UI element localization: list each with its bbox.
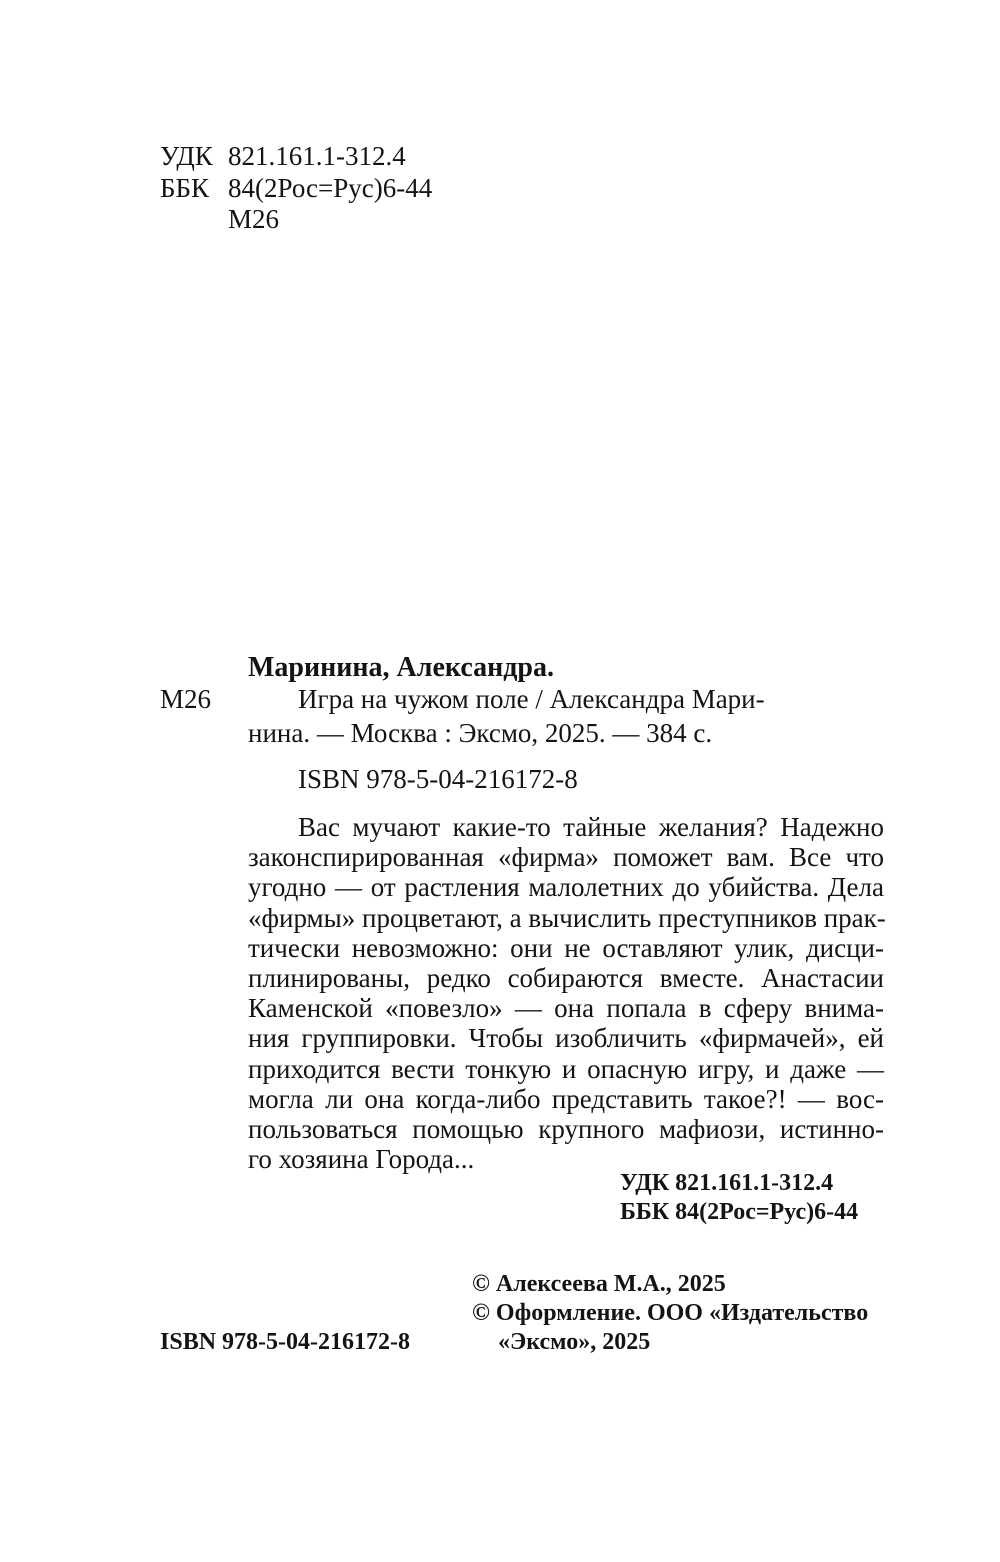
copyright-design: © Оформление. ООО «Издательство (472, 1300, 869, 1326)
annotation-line: пользоваться помощью крупного мафиози, истинно- (248, 1113, 884, 1144)
card-isbn: ISBN 978-5-04-216172-8 (298, 764, 578, 794)
annotation-line: Каменской «повезло» — она попала в сферу внима- (248, 993, 884, 1024)
author-mark-top: М26 (228, 204, 280, 234)
annotation-line: приходится вести тонкую и опасную игру, и даже — (248, 1053, 884, 1084)
bbk-label: ББК (160, 173, 210, 203)
bbk-code: 84(2Рос=Рус)6-44 (228, 173, 433, 203)
card-bbk: ББК 84(2Рос=Рус)6-44 (620, 1199, 859, 1225)
annotation-line: плинированы, редко собираются вместе. Анастасии (248, 962, 884, 993)
bibliographic-description-line-1: Игра на чужом поле / Александра Мари- (298, 684, 765, 714)
bibliographic-description-line-2: нина. — Москва : Эксмо, 2025. — 384 с. (248, 718, 713, 748)
annotation-line: го хозяина Города... (248, 1144, 475, 1175)
udk-code: 821.161.1-312.4 (228, 141, 406, 171)
author-heading: Маринина, Александра. (248, 652, 554, 683)
annotation-line: «фирмы» процветают, а вычислить преступников прак- (248, 902, 886, 933)
author-mark-card: М26 (160, 684, 212, 714)
annotation-line: могла ли она когда-либо представить такое?! — вос- (248, 1083, 884, 1114)
annotation-line: законспирированная «фирма» поможет вам. Все что (248, 842, 884, 873)
footer-isbn: ISBN 978-5-04-216172-8 (160, 1329, 410, 1355)
annotation-line: Вас мучают какие-то тайные желания? Надежно (298, 812, 884, 842)
annotation (248, 812, 884, 1174)
annotation-line: ния группировки. Чтобы изобличить «фирмачей», ей (248, 1023, 884, 1054)
annotation-line: тически невозможно: они не оставляют улик, дисци- (248, 932, 884, 963)
udk-label: УДК (160, 141, 213, 171)
copyright-design-cont: «Эксмо», 2025 (498, 1329, 651, 1355)
annotation-line: угодно — от растления малолетних до убийства. Дела (248, 872, 884, 903)
card-udk: УДК 821.161.1-312.4 (620, 1170, 834, 1196)
copyright-author: © Алексеева М.А., 2025 (472, 1271, 726, 1297)
